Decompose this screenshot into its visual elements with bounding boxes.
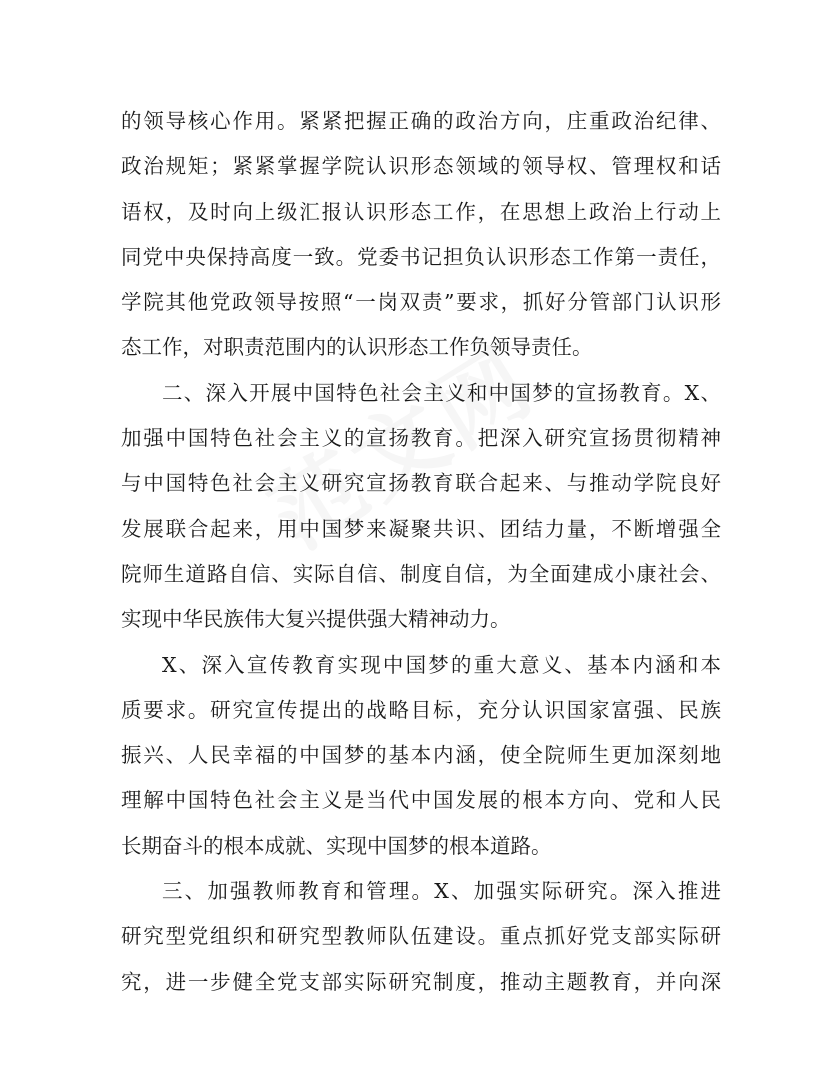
text-line: 态工作，对职责范围内的认识形态工作负领导责任。	[121, 335, 593, 360]
document-body	[121, 99, 721, 1005]
text-line: 发展联合起来，用中国梦来凝聚共识、团结力量，不断增强全	[121, 516, 721, 541]
text-line: 同党中央保持高度一致。党委书记担负认识形态工作第一责任，	[121, 244, 721, 269]
text-line: 理解中国特色社会主义是当代中国发展的根本方向、党和人民	[121, 788, 721, 813]
paragraph-start-line: 二、深入开展中国特色社会主义和中国梦的宣扬教育。X、	[162, 380, 721, 405]
text-line: 语权，及时向上级汇报认识形态工作，在思想上政治上行动上	[121, 199, 721, 224]
text-line: 究，进一步健全党支部实际研究制度，推动主题教育，并向深	[121, 969, 721, 994]
text-line: 与中国特色社会主义研究宣扬教育联合起来、与推动学院良好	[121, 471, 721, 496]
text-line: 振兴、人民幸福的中国梦的基本内涵，使全院师生更加深刻地	[121, 743, 721, 768]
paragraph-start-line: X、深入宣传教育实现中国梦的重大意义、基本内涵和本	[162, 652, 721, 677]
text-line: 加强中国特色社会主义的宣扬教育。把深入研究宣扬贯彻精神	[121, 426, 721, 451]
text-line: 研究型党组织和研究型教师队伍建设。重点抓好党支部实际研	[121, 924, 721, 949]
text-line: 学院其他党政领导按照“一岗双责”要求，抓好分管部门认识形	[121, 290, 721, 315]
text-line: 长期奋斗的根本成就、实现中国梦的根本道路。	[121, 833, 552, 858]
text-line: 的领导核心作用。紧紧把握正确的政治方向，庄重政治纪律、	[121, 109, 721, 133]
text-line: 质要求。研究宣传提出的战略目标，充分认识国家富强、民族	[121, 697, 721, 722]
paragraph-start-line: 三、加强教师教育和管理。X、加强实际研究。深入推进	[162, 879, 721, 904]
text-line: 院师生道路自信、实际自信、制度自信，为全面建成小康社会、	[121, 561, 721, 586]
text-line: 政治规矩；紧紧掌握学院认识形态领域的领导权、管理权和话	[121, 154, 721, 179]
text-line: 实现中华民族伟大复兴提供强大精神动力。	[121, 607, 511, 632]
